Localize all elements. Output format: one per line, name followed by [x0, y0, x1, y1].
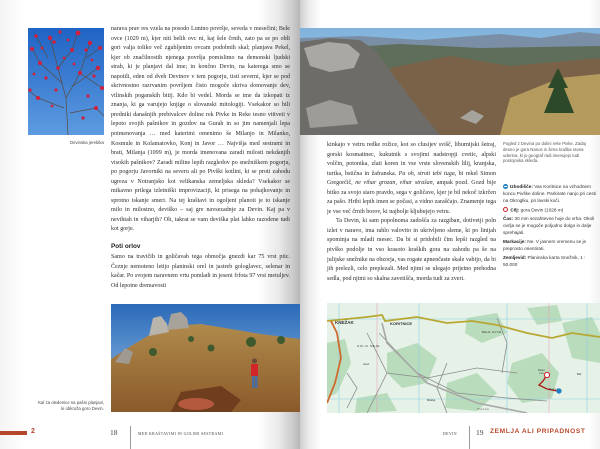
- goal-info: Cilj: gora Devin (1028 m): [503, 207, 598, 214]
- goal-map-marker-icon: [544, 372, 549, 377]
- map-label-trnovo: Trnovo: [477, 407, 490, 411]
- poem-quote-2: ne vihar grozan, vihar strašan,: [355, 180, 435, 187]
- section-heading-poti-orlov: Poti orlov: [111, 243, 141, 251]
- map-label-knezak: KNEŽAK: [335, 320, 354, 325]
- map-info: Zemljevid: Planinska karta Snežnik, 1 : 50.000: [503, 254, 586, 267]
- rowan-tree-photo: [28, 28, 104, 135]
- start-point-info: Izhodišče: Vas Koritnice na vzhodnem koncu Pivške doline. Parkirate nanjo pri cesti na Okroglku, pri lavski koči.: [503, 184, 597, 203]
- map-label-javor: Javor: [363, 363, 370, 366]
- map-label-koritnice: KORITNICE: [390, 321, 412, 326]
- map-label-milanja: Milanja: [427, 399, 436, 402]
- running-head-right: DEVIN: [443, 432, 457, 436]
- right-paragraph-1: kinkajo v vetru redke rožice, kot so clusijev svišč, liburnijski šetraj, gorski kosmatinec, kukutnik s svojimi nadstropji cvetic, alpski volčin, potonika, zlati koren in vse vrste slovenskih lilij, kranjska, turika, bstična in žafranska. Pa oh, stroti tebi tuga, bi rekel Simon Gregorčič, ne vihar grozan, vihar strašan, ampak pozd. Gozd bije bitko za svojo staro pravdo, sega v goličave, kjer je bil nekoč izkrčen za pašo. Hribi lepih imen se počasi, a vidno zaraščajo. Znamenje tega je vse več črnih borov, ki najbolje kljubujejo vetru.: [327, 142, 496, 215]
- map-label-devin-height: 1028: [539, 373, 544, 375]
- left-body-text: [111, 25, 290, 291]
- start-marker-icon: [503, 184, 508, 189]
- hiker-photo-caption: Kal za oledenice na pašni planjavi, ki obkroža goro Devin.: [38, 400, 104, 411]
- chapter-color-bar: [0, 431, 27, 435]
- right-paragraph-2: Ta Devin, ki sam popolnoma zadošča za razgiban, dotivetji poln izlet v naravo, ima rahlo valovito in ukrivljeno sleme, ki po linijah spominja na mladi mesec. Da bi si pridobili čim lepši razgled na pivško podolje in vso krasoto kraških gora na zahodu pa še na julijske snežnike na obzorja, vas rogate apnenčaste skale vabijo, da bi jih prelezli, celo preplezali. Med njimi se ulegajo prijetno prehodna sedla, pod njimi so skalna zavetišča, morda tudi za zveri.: [327, 218, 496, 282]
- left-paragraph-2: Samo na travičih in goličavah tega območja gnezdi kar 75 vrst ptic. Čeznje nemoteno letijo planinski orel in jastreb gologlavec, selenar in kačar. Po svojem naravnem vrtu pomladi in jeseni frfota 97 vrst metuljev. Od lepotne dremavosti: [111, 254, 290, 289]
- goal-marker-icon: [503, 207, 508, 212]
- rowan-photo-caption: Devinska jerebika: [70, 140, 104, 145]
- time-info: Čas: 30 min sezahtevne hoje do vrha. Okoli ovrlja se je mogoče poljudno dolgo in dalje sprehajati.: [503, 216, 595, 236]
- panorama-photo: [300, 28, 600, 135]
- map-label-pekel: Pekel: [549, 387, 558, 391]
- map-label-devin: Devin: [538, 369, 545, 372]
- footer-divider-left: [130, 426, 131, 449]
- panorama-caption: Pogled z Devina po dolini reke Pivke. Zadaj desno je gora Nanos in širna kraška ravna uderina, ki jo geograf radi imenujejo tudi postojnska skleda.: [503, 141, 586, 164]
- hiker-plateau-photo: [111, 304, 300, 412]
- footer-divider-right: [469, 426, 470, 449]
- left-paragraph-1: narava prav res vzela na posodo Lunino površje, seveda v mesečini; Bele ovce (1029 m), kjer niti belih ovc ni, kaj šele črnih, zato pa se po obli gori valja toliko več zgubljenim ovcam podobnih skal; planjava Pekel, kjer ob značilnostih njenega površja pomislimo na demonski ljudski strah, ki je planjavi dal ime; in končno Devin, na katerega smo se napotili, eden od dveh Devinov v tem pogorju, tisti severni, kjer se pod skrivnostno razrvanim površjem čisto mogoče skriva domovanje dev, vilinskih poganskih bitij. Kdo bi vedel. Morda se ime da izkopati iz znanja, ki ga varujejo knjige o slovanski mitologiji. Vsekakor so bili predniki današnjih prebivalcev doline rek Pivke in Reke tesno vtitveti v lepoto svojih pašnikov in gozdov na Gurah in so jim namenjali lepa poimenovanja … med katerimi omenimo še Milanjo in Milanko, Kosmule in Kolamatovko, Konj in Javor … Najvišja med sestrami in brati, Milanja (1099 m), je morda imenovana zaradi milosti nekdanjih visokih pašnikov? Zaradi miline lepih razgledov po snežniškem pogorju, po pogorju Javorniki na severu ali po Pivški kotlini, ki se proti zahodu ugreza v Notranjsko kot velikanska zemeljska skleda? Vsekakor se mikavno prilega izletniški improvizaciji, ki prisega na pohajkovanje in sprotno iskanje smeri. Na tej kraštavi in ogoljeni planoti je to iskanje milo in milostno, deviško – saj gre navsezadnje za Devin. Kaj pa v nevihtah in viharjih? Oh, takrat se vam deviška plat lahko razodene tudi kot gorje.: [111, 26, 290, 233]
- chapter-number: 2: [31, 428, 35, 435]
- map-label-bac: Bač: [577, 373, 582, 376]
- running-head-left: MED KRAŠTAVIMI IN GOLIMI SESTRAMI: [138, 432, 224, 436]
- page-number-right: 19: [476, 428, 484, 437]
- marking-info: Markacije: Ne. V jasnem vremenu se je preprosto orientirati.: [503, 238, 587, 251]
- right-body-text: [327, 141, 496, 284]
- trip-info-sidebar: [503, 141, 598, 271]
- chapter-title: ZEMLJA ALI PRIPADNOST: [490, 428, 586, 435]
- map-label-golic-meje: GOLIC MEJE: [357, 344, 380, 348]
- page-number-left: 18: [110, 428, 118, 437]
- map-label-bele-ovce: BELE OVCE: [482, 330, 502, 334]
- route-map: [327, 303, 600, 413]
- poem-quote-1: Pa oh, stroti tebi tuga,: [398, 170, 457, 177]
